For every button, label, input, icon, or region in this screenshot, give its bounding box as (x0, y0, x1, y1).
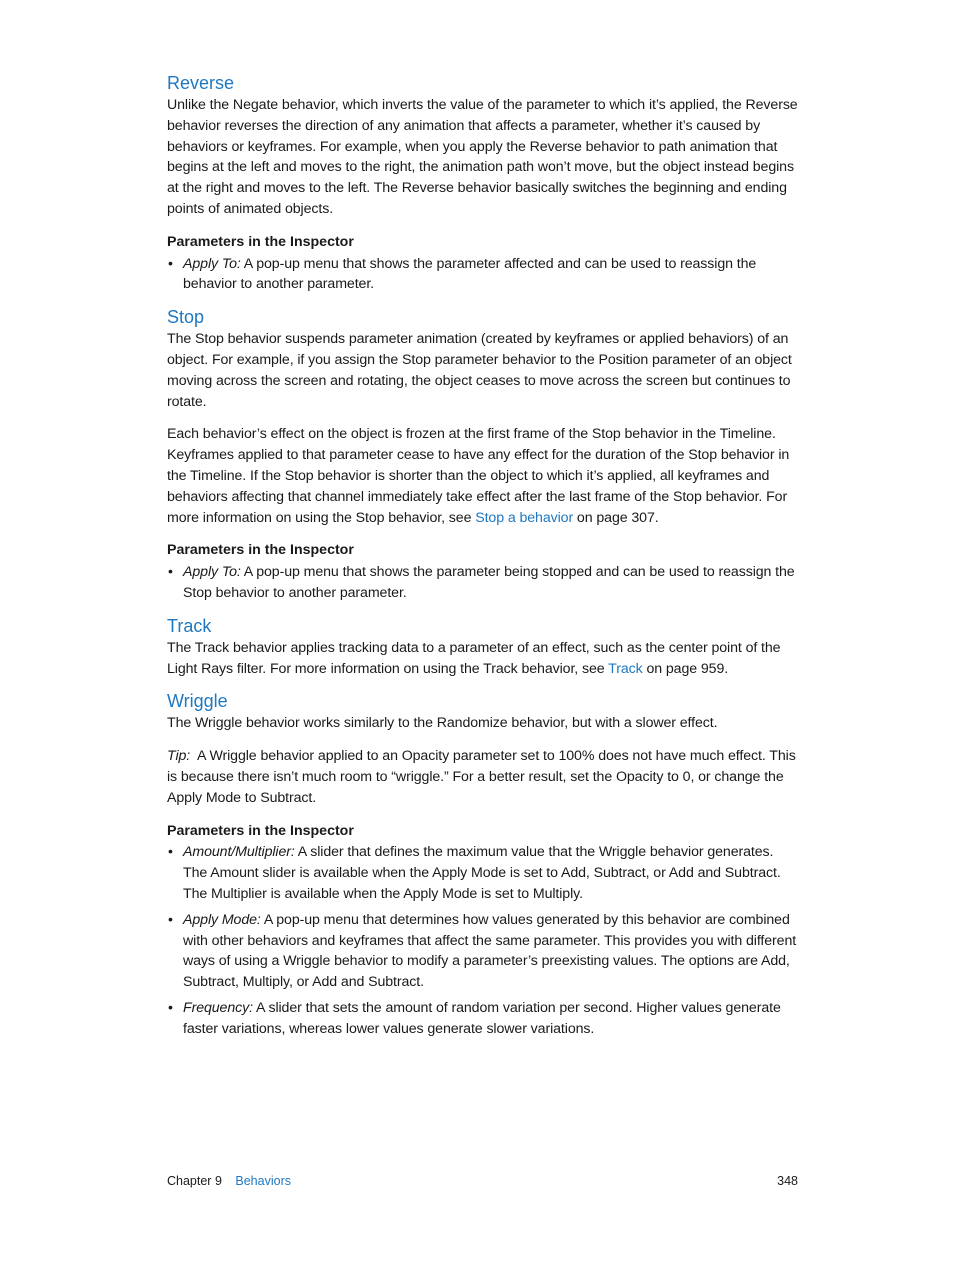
reverse-body: Unlike the Negate behavior, which inverts the value of the parameter to which it’s applied, the Reverse behavior reverses the direction of any animation that affects a parameter, whether it’s caused by behaviors or keyframes. For example, when you apply the Reverse behavior to path animation that begins at the left and moves to the right, the animation path won’t move, but the object instead begins at the right and moves to the left. The Reverse behavior basically switches the beginning and ending points of animated objects. (167, 97, 798, 217)
section-title-track: Track (167, 615, 212, 636)
param-desc: A pop-up menu that shows the parameter affected and can be used to reassign the behavior to another parameter. (183, 255, 757, 293)
section-title-stop: Stop (167, 307, 205, 328)
footer-chapter-link[interactable]: Behaviors (235, 1174, 291, 1188)
bullet-icon: • (168, 564, 173, 581)
section-stop (167, 306, 801, 604)
stop-body-1: The Stop behavior suspends parameter animation (created by keyframes or applied behaviors) of an object. For example, if you assign the Stop parameter behavior to the Position parameter of an object moving across the screen and rotating, the object ceases to move across the screen but continues to rotate. (167, 331, 792, 410)
bullet-icon: • (168, 844, 173, 861)
document-page (167, 72, 801, 1044)
list-item (167, 998, 801, 1040)
section-track (167, 615, 801, 680)
list-item (167, 842, 801, 904)
bullet-icon: • (168, 911, 173, 928)
wriggle-tip (167, 746, 801, 808)
track-body-tail: on page 959. (642, 660, 729, 677)
stop-body-2-tail: on page 307. (573, 509, 659, 526)
param-term: Apply To: (183, 564, 241, 581)
param-desc: A pop-up menu that shows the parameter being stopped and can be used to reassign the Stop behavior to another parameter. (183, 564, 795, 601)
stop-params-list (167, 562, 801, 604)
param-desc: A pop-up menu that determines how values generated by this behavior are combined with other behaviors and keyframes that affect the same parameter. This provides you with different ways of using a Wriggle behavior to modify a parameter’s preexisting values. The options are Add, Subtract, Multiply, or Add and Subtract. (183, 911, 797, 991)
reverse-params-heading: Parameters in the Inspector (167, 233, 354, 250)
stop-body-2 (167, 424, 801, 528)
wriggle-params-heading: Parameters in the Inspector (167, 822, 354, 839)
track-link[interactable]: Track (608, 660, 643, 677)
tip-label: Tip: (167, 748, 191, 765)
section-reverse (167, 72, 801, 295)
tip-text: A Wriggle behavior applied to an Opacity parameter set to 100% does not have much effect. This is because there isn’t much room to “wriggle.” For a better result, set the Opacity to 0, or change the Apply Mode to Subtract. (167, 748, 800, 806)
section-title-wriggle: Wriggle (167, 691, 228, 712)
bullet-icon: • (168, 999, 173, 1016)
stop-body-2-text: Each behavior’s effect on the object is frozen at the first frame of the Stop behavior in the Timeline. Keyframes applied to that parameter cease to have any effect for the duration of the Stop behavior in the Timeline. If the Stop behavior is shorter than the object to which it’s applied, all keyframes and behaviors affecting that channel immediately take effect after the last frame of the Stop behavior. For more information on using the Stop behavior, see (167, 426, 790, 526)
wriggle-params-list (167, 842, 801, 1039)
track-body (167, 638, 801, 680)
param-desc: A slider that sets the amount of random variation per second. Higher values generate faster variations, whereas lower values generate slower variations. (183, 999, 781, 1037)
list-item (167, 254, 801, 296)
section-wriggle (167, 690, 801, 1039)
param-term: Apply Mode: (183, 911, 261, 928)
track-body-text: The Track behavior applies tracking data to a parameter of an effect, such as the center point of the Light Rays filter. For more information on using the Track behavior, see (167, 639, 781, 677)
section-title-reverse: Reverse (167, 73, 235, 93)
stop-params-heading: Parameters in the Inspector (167, 542, 354, 559)
param-term: Amount/Multiplier: (183, 844, 295, 861)
param-desc: A slider that defines the maximum value that the Wriggle behavior generates. The Amount slider is available when the Apply Mode is set to Add, Subtract, or Add and Subtract. The Multiplier is available when the Apply Mode is set to Multiply. (183, 844, 781, 902)
reverse-params-list (167, 254, 801, 296)
footer-chapter: Chapter 9 (167, 1174, 222, 1188)
wriggle-body: The Wriggle behavior works similarly to the Randomize behavior, but with a slower effect. (167, 715, 718, 732)
param-term: Frequency: (183, 999, 253, 1016)
list-item (167, 562, 801, 604)
page-footer (167, 1172, 798, 1190)
stop-a-behavior-link[interactable]: Stop a behavior (475, 509, 574, 526)
page-number: 348 (777, 1174, 798, 1188)
bullet-icon: • (168, 255, 173, 272)
list-item (167, 910, 801, 993)
param-term: Apply To: (183, 255, 241, 272)
